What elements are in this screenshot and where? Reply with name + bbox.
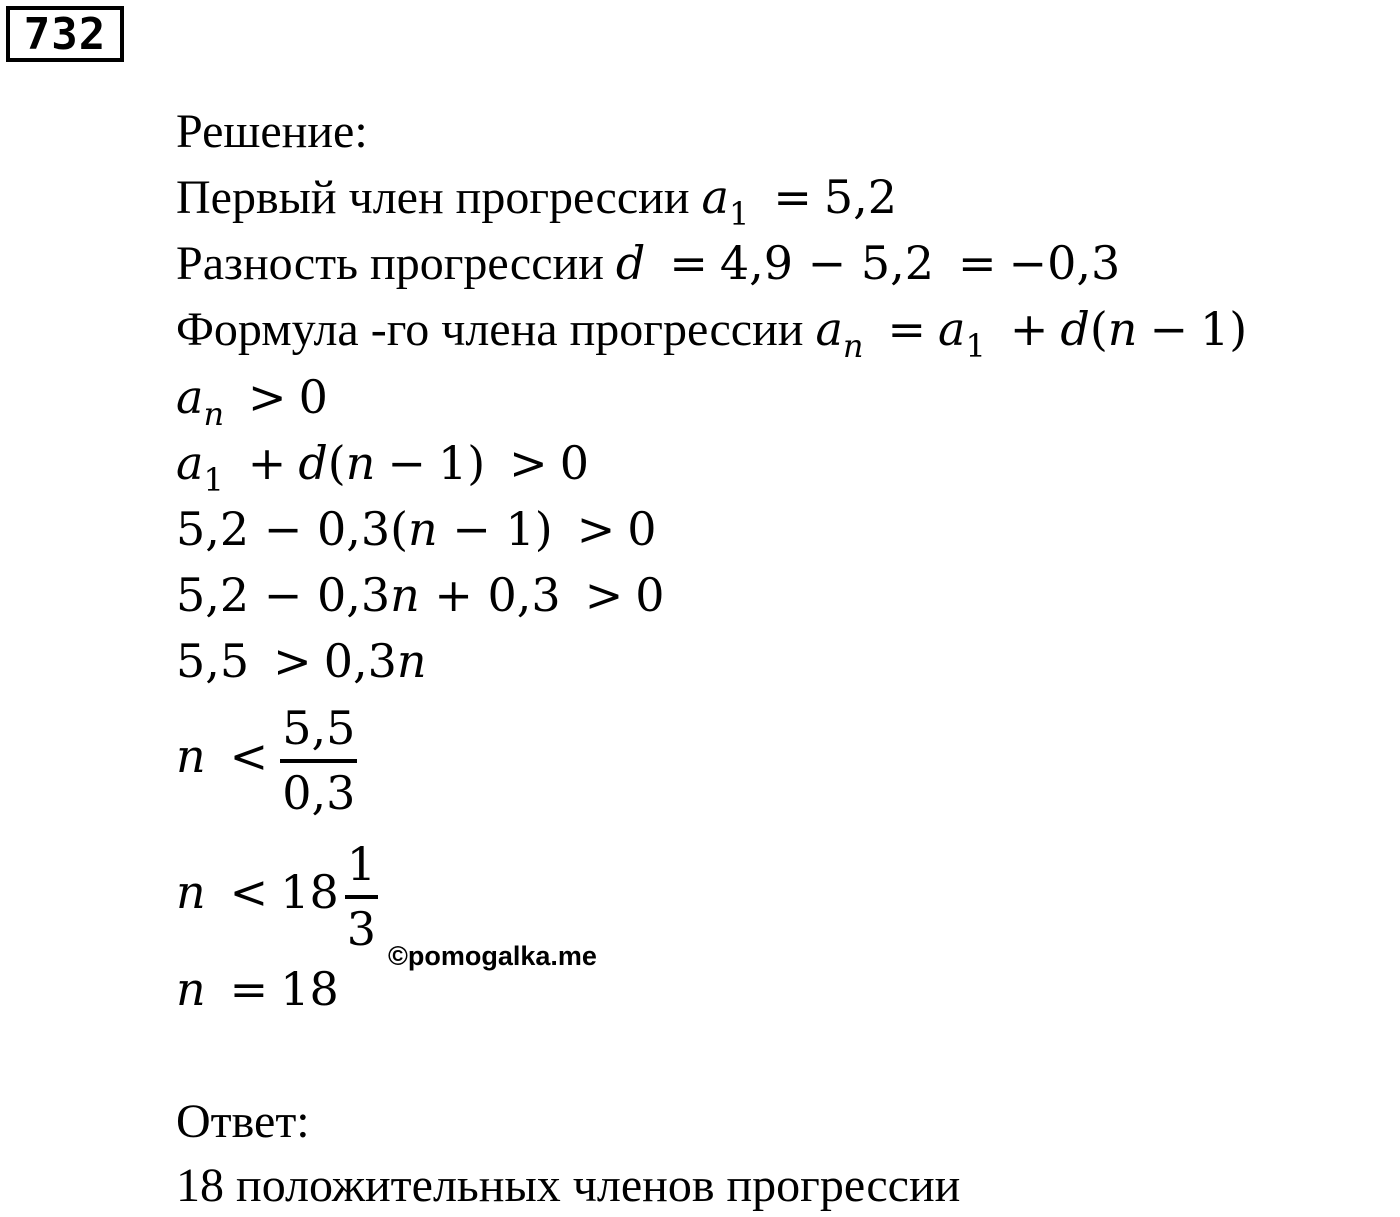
first-term-line: Первый член прогрессии $a_1 = 5,2$ (176, 170, 898, 233)
answer-text: 18 положительных членов прогрессии (176, 1159, 961, 1212)
step-1: $a_n > 0$ (176, 370, 328, 433)
step-7: n < 18 $\frac{1}{3}$ (176, 837, 377, 956)
difference-line: Разность прогрессии d = 4,9 − 5,2 = −0,3 (176, 236, 1121, 290)
problem-number: 732 (6, 6, 124, 62)
step-8: n = 18 (176, 962, 339, 1016)
fraction: $\frac{5,5}{0,3}$ (282, 701, 356, 820)
answer-heading: Ответ: (176, 1095, 310, 1148)
step-3: 5,2 − 0,3(n − 1) > 0 (176, 502, 657, 556)
step-6: n < $\frac{5,5}{0,3}$ (176, 701, 356, 820)
solution-heading: Решение: (176, 105, 368, 158)
watermark: ©pomogalka.me (388, 941, 597, 971)
formula-line: Формула -го члена прогрессии $a_n = a_1 + d(n - 1)$ (176, 302, 1248, 365)
step-4: 5,2 − 0,3n + 0,3 > 0 (176, 568, 665, 622)
step-2: $a_1 + d(n - 1) > 0$ (176, 436, 589, 499)
step-5: 5,5 > 0,3n (176, 634, 427, 688)
mixed-fraction: $\frac{1}{3}$ (346, 837, 377, 956)
